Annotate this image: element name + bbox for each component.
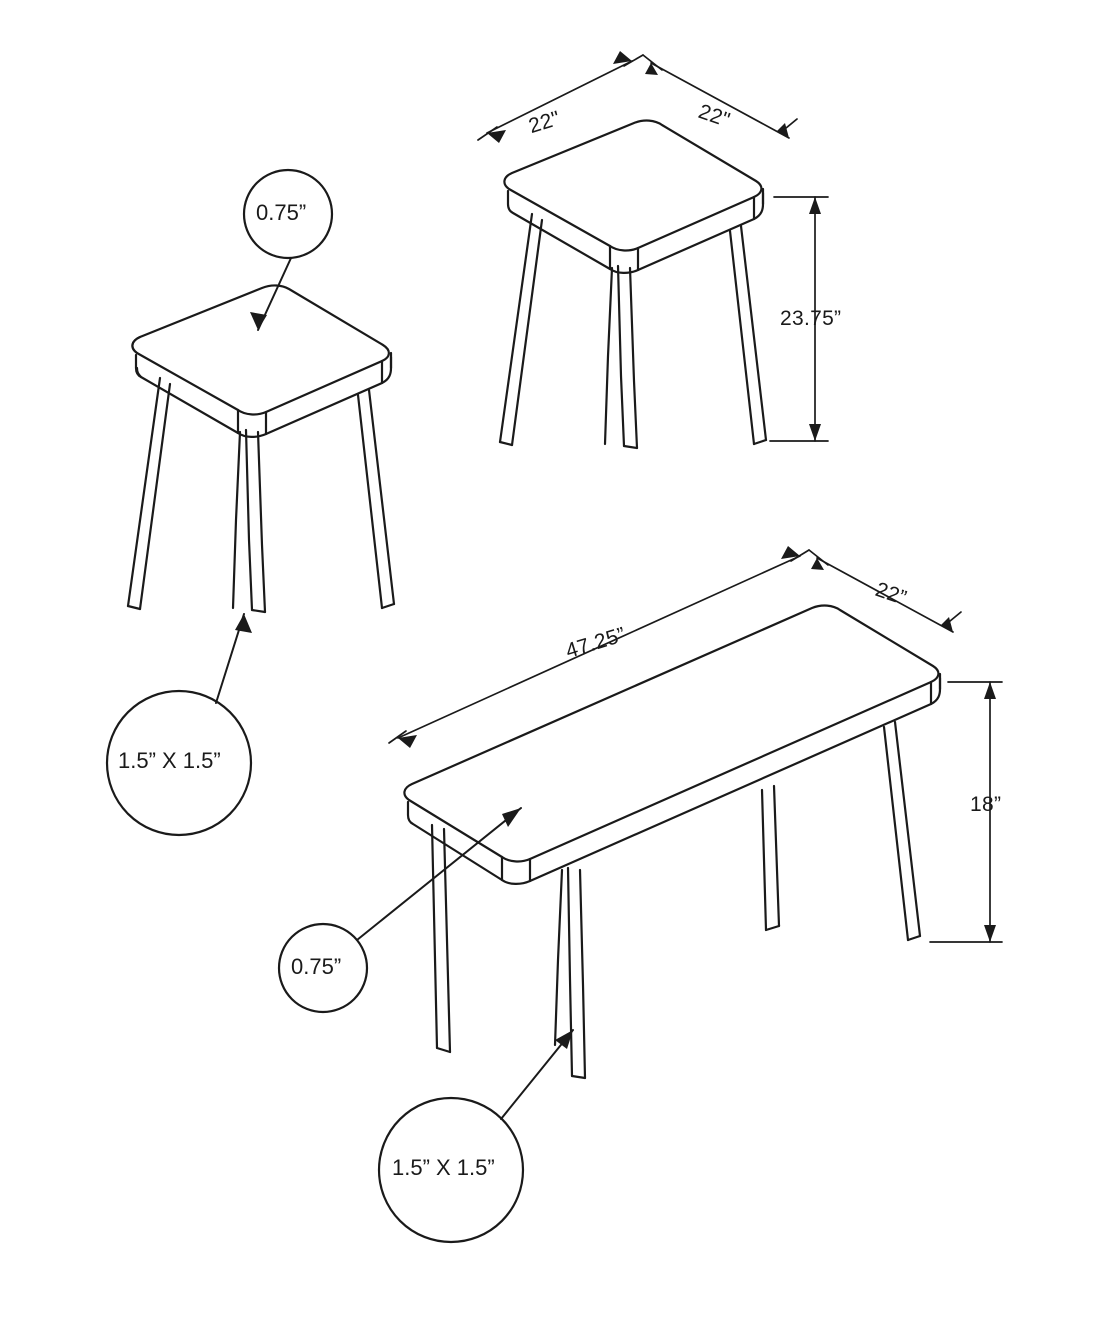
callout-label-15-console: 1.5” X 1.5” [392, 1155, 495, 1180]
console-table-shape [404, 606, 940, 1078]
callout-label-075-left: 0.75” [256, 200, 307, 225]
end-table-right-shape [500, 121, 766, 448]
dim-label-4725: 47.25” [563, 623, 629, 663]
end-table-left-shape [128, 285, 394, 612]
dim-label-22-left: 22" [526, 106, 564, 138]
dim-label-18: 18” [970, 793, 1002, 816]
callout-label-15-left: 1.5” X 1.5” [118, 748, 221, 773]
dim-label-22-right: 22" [695, 100, 733, 133]
callout-label-075-console: 0.75” [291, 954, 342, 979]
dim-label-2375: 23.75” [780, 307, 842, 330]
dim-label-22-console: 22” [872, 578, 910, 610]
